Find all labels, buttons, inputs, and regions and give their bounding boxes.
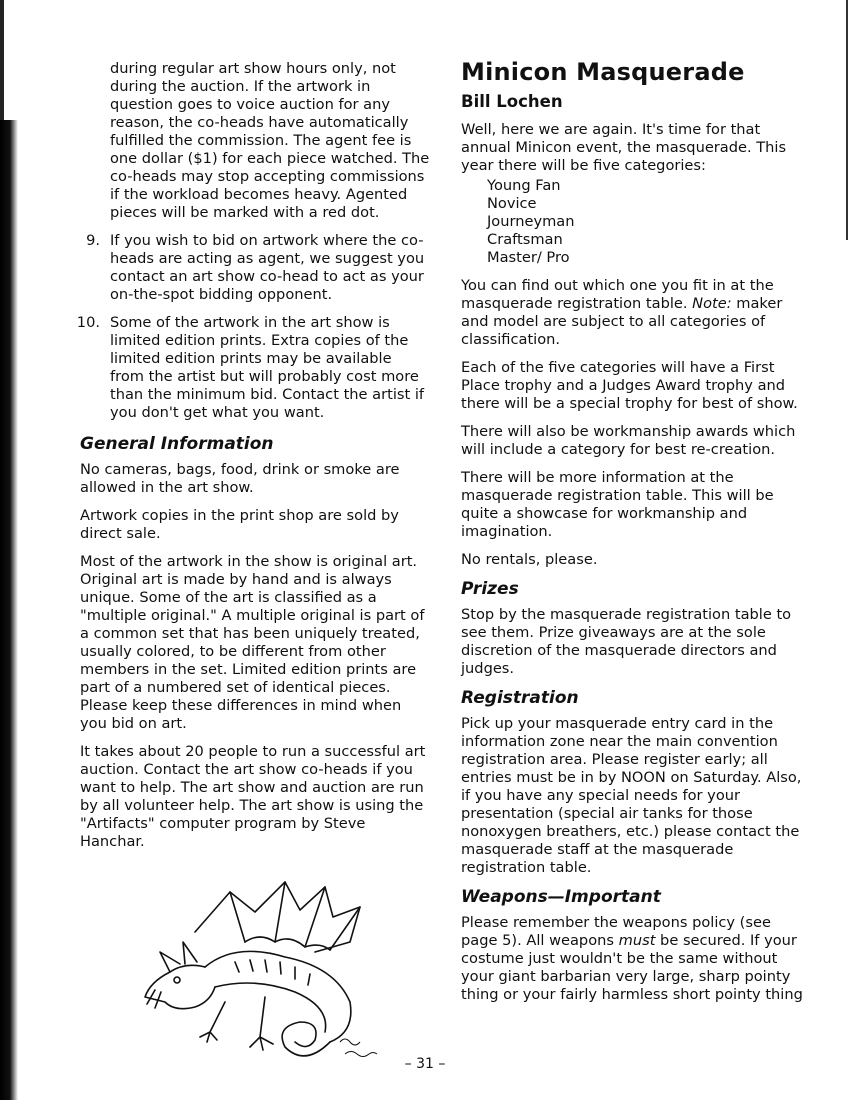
more-info-paragraph: There will be more information at the masquerade registration table. This will be quite a showcase for workmanship and imagination. [461, 469, 774, 540]
weapons-must: must [618, 932, 656, 949]
general-paragraph: No cameras, bags, food, drink or smoke are allowed in the art show. [80, 461, 400, 496]
article-title: Minicon Masquerade [461, 58, 745, 86]
category-list [487, 177, 806, 267]
rentals-paragraph: No rentals, please. [461, 551, 598, 568]
category-item: Journeyman [487, 213, 575, 230]
artist-signature [340, 1039, 377, 1057]
weapons-heading: Weapons—Important [461, 887, 661, 907]
article-author: Bill Lochen [461, 92, 563, 111]
dragon-illustration [135, 872, 395, 1072]
prizes-paragraph: Stop by the masquerade registration table to see them. Prize giveaways are at the sole discretion of the masquerade directors and judges. [461, 606, 792, 677]
category-item: Master/ Pro [487, 249, 570, 266]
note-label: Note: [692, 295, 732, 312]
list-item [76, 314, 430, 422]
find-text-b: maker and model are subject to all categories of classification. [461, 295, 783, 348]
workmanship-paragraph: There will also be workmanship awards which will include a category for best re-creation. [461, 423, 796, 458]
category-item: Young Fan [487, 177, 561, 194]
continued-paragraph: during regular art show hours only, not during the auction. If the artwork in question goes to voice auction for any reason, the co-heads have automatically fulfilled the commission. The agent fee is one dollar ($1) for each piece watched. The co-heads may stop accepting commissions if the workload becomes heavy. Agented pieces will be marked with a red dot. [110, 60, 430, 221]
prizes-heading: Prizes [461, 579, 519, 599]
scan-edge-top-left [0, 0, 4, 120]
scan-edge-right [846, 0, 848, 240]
list-item [80, 232, 430, 304]
list-item-text: Some of the artwork in the art show is limited edition prints. Extra copies of the limited edition prints may be available from the artist but will probably cost more than the minimum bid. Contact the artist if you don't get what you want. [110, 314, 425, 421]
general-paragraph: Most of the artwork in the show is original art. Original art is made by hand and is always unique. Some of the art is classified as a "multiple original." A multiple original is part of a common set that has been uniquely treated, usually colored, to be different from other members in the set. Limited edition prints are part of a numbered set of identical pieces. Please keep these differences in mind when you bid on art. [80, 553, 425, 732]
general-paragraph: Artwork copies in the print shop are sold by direct sale. [80, 507, 399, 542]
weapons-text-a: Please remember the weapons policy (see page 5). All weapons [461, 914, 771, 949]
category-item: Novice [487, 195, 537, 212]
find-category-paragraph [461, 277, 806, 349]
general-information-heading: General Information [80, 434, 274, 454]
weapons-text-b: be secured. If your costume just wouldn't be the same without your giant barbarian very large, sharp pointy thing or your fairly harmless short pointy thing [461, 932, 803, 1003]
registration-heading: Registration [461, 688, 579, 708]
page-number: – 31 – [404, 1056, 446, 1072]
intro-paragraph: Well, here we are again. It's time for that annual Minicon event, the masquerade. This year there will be five categories: [461, 121, 787, 174]
numbered-list [76, 232, 430, 422]
general-paragraph: It takes about 20 people to run a successful art auction. Contact the art show co-heads if you want to help. The art show and auction are run by all volunteer help. The art show is using the "Artifacts" computer program by Steve Hanchar. [80, 743, 426, 850]
category-item: Craftsman [487, 231, 563, 248]
list-item-number: 9. [86, 232, 100, 249]
right-column [461, 58, 806, 1014]
list-item-number: 10. [76, 314, 100, 331]
registration-paragraph: Pick up your masquerade entry card in the information zone near the main convention registration area. Please register early; all entries must be in by NOON on Saturday. Also, if you have any special needs for your presentation (special air tanks for those nonoxygen breathers, etc.) please contact the masquerade staff at the masquerade registration table. [461, 715, 802, 876]
left-column [76, 60, 430, 861]
weapons-paragraph [461, 914, 806, 1004]
find-text-a: You can find out which one you fit in at the masquerade registration table. [461, 277, 774, 312]
trophy-paragraph: Each of the five categories will have a First Place trophy and a Judges Award trophy and there will be a special trophy for best of show. [461, 359, 798, 412]
list-item-text: If you wish to bid on artwork where the co-heads are acting as agent, we suggest you contact an art show co-head to act as your on-the-spot bidding opponent. [110, 232, 425, 303]
scan-edge-shadow [0, 120, 18, 1100]
